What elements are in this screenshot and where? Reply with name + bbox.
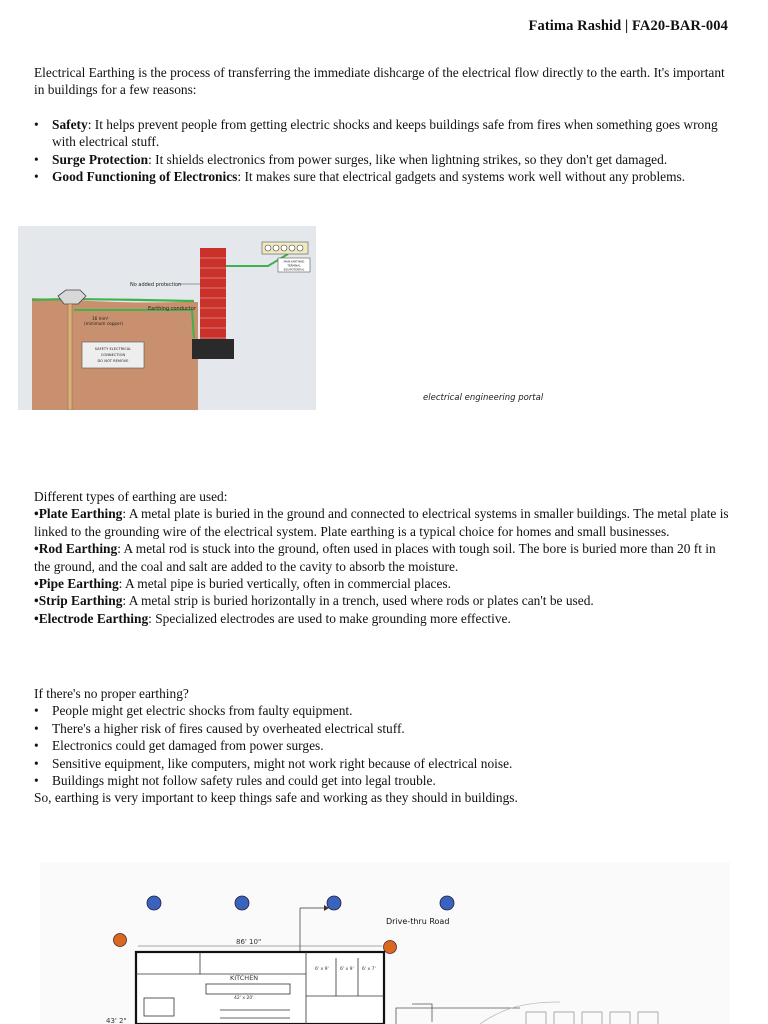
earthing-diagram	[18, 226, 316, 410]
list-item	[34, 610, 734, 627]
list-item	[34, 151, 724, 168]
intro-paragraph: Electrical Earthing is the process of transferring the immediate dishcarge of the electrical flow directly to the earth. It's important in buildings for a few reasons:	[34, 65, 725, 98]
list-item	[34, 592, 734, 609]
label-conductor-material: (minimum copper)	[84, 321, 123, 326]
blue-marker	[327, 896, 341, 910]
list-item	[34, 540, 734, 575]
earth-rod	[68, 304, 72, 410]
label-earthing-conductor: Earthing conductor	[148, 306, 196, 312]
reason-text: : It shields electronics from power surges, like when lightning strikes, so they don't get damaged.	[148, 151, 668, 167]
terminal-box-text: EQUIPOTENTIAL	[283, 268, 305, 272]
dimension-side: 43' 2"	[106, 1017, 127, 1024]
safety-tag-text: CONNECTION	[100, 353, 126, 357]
type-text: : A metal plate is buried in the ground and connected to electrical systems in smaller buildings. The metal plate is linked to the grounding wire of the electrical system. Plate earthing is a typical choice for homes and small businesses.	[34, 506, 729, 539]
no-earthing-section	[34, 685, 734, 807]
reason-text: : It helps prevent people from getting electric shocks and keeps buildings safe from fires when something goes wrong with electrical stuff.	[52, 117, 718, 150]
blue-marker	[147, 896, 161, 910]
conclusion: So, earthing is very important to keep things safe and working as they should in buildings.	[34, 790, 518, 806]
list-item: • There's a higher risk of fires caused by overheated electrical stuff.	[34, 720, 734, 737]
floor-plan	[40, 862, 730, 1024]
type-term: •Strip Earthing	[34, 593, 123, 609]
terminal-box-text: MAIN EARTHING	[283, 260, 305, 264]
types-heading: Different types of earthing are used:	[34, 489, 228, 504]
type-text: : A metal rod is stuck into the ground, often used in places with tough soil. The bore is buried more than 20 ft in the ground, and the coal and salt are added to the cavity to absorb the moisture.	[34, 541, 716, 574]
reason-term: Surge Protection	[52, 151, 149, 167]
reason-term: Safety	[52, 117, 88, 132]
label-no-protection: No added protection	[130, 282, 182, 288]
list-item: • Buildings might not follow safety rules and could get into legal trouble.	[34, 772, 734, 789]
kitchen-dimension: 42' x 20'	[234, 996, 254, 1001]
room-dimension: 6' x 9'	[340, 967, 354, 972]
kitchen-label: KITCHEN	[230, 974, 259, 982]
risks-list	[34, 702, 734, 789]
room-dimension: 6' x 9'	[315, 967, 329, 972]
list-item: • Electronics could get damaged from power surges.	[34, 737, 734, 754]
list-item	[34, 168, 724, 185]
author-header: Fatima Rashid | FA20-BAR-004	[528, 18, 728, 34]
safety-tag-text: DO NOT REMOVE	[97, 359, 129, 363]
list-item	[34, 116, 724, 151]
type-text: : A metal strip is buried horizontally in a trench, used where rods or plates can't be used.	[122, 593, 594, 609]
type-text: : Specialized electrodes are used to make grounding more effective.	[148, 610, 511, 626]
no-earthing-question: If there's no proper earthing?	[34, 686, 189, 701]
list-item: • Sensitive equipment, like computers, might not work right because of electrical noise.	[34, 755, 734, 772]
list-item	[34, 505, 734, 540]
safety-tag-text: SAFETY ELECTRICAL	[94, 347, 132, 351]
dimension-top: 86' 10"	[236, 938, 262, 946]
earthing-types-section	[34, 488, 734, 627]
blue-marker	[235, 896, 249, 910]
type-term: •Plate Earthing	[34, 506, 123, 522]
building-outline	[136, 952, 384, 1024]
orange-marker	[114, 934, 127, 947]
orange-marker	[384, 941, 397, 954]
road-label: Drive-thru Road	[386, 917, 450, 926]
type-term: •Pipe Earthing	[34, 576, 119, 592]
list-item: • People might get electric shocks from faulty equipment.	[34, 702, 734, 719]
label-conductor-size: 16 mm²	[92, 316, 109, 321]
wall-foundation	[192, 339, 234, 359]
reason-term: Good Functioning of Electronics	[52, 169, 238, 185]
type-term: •Electrode Earthing	[34, 610, 149, 626]
terminal-box-text: TERMINAL	[287, 264, 301, 268]
type-text: : A metal pipe is buried vertically, often in commercial places.	[118, 576, 451, 592]
type-term: •Rod Earthing	[34, 541, 118, 557]
blue-marker	[440, 896, 454, 910]
room-dimension: 6' x 7'	[362, 967, 376, 972]
reasons-list	[34, 116, 724, 186]
figure-caption: electrical engineering portal	[423, 393, 544, 403]
reason-text: : It makes sure that electrical gadgets and systems work well without any problems.	[237, 169, 686, 185]
list-item	[34, 575, 734, 592]
